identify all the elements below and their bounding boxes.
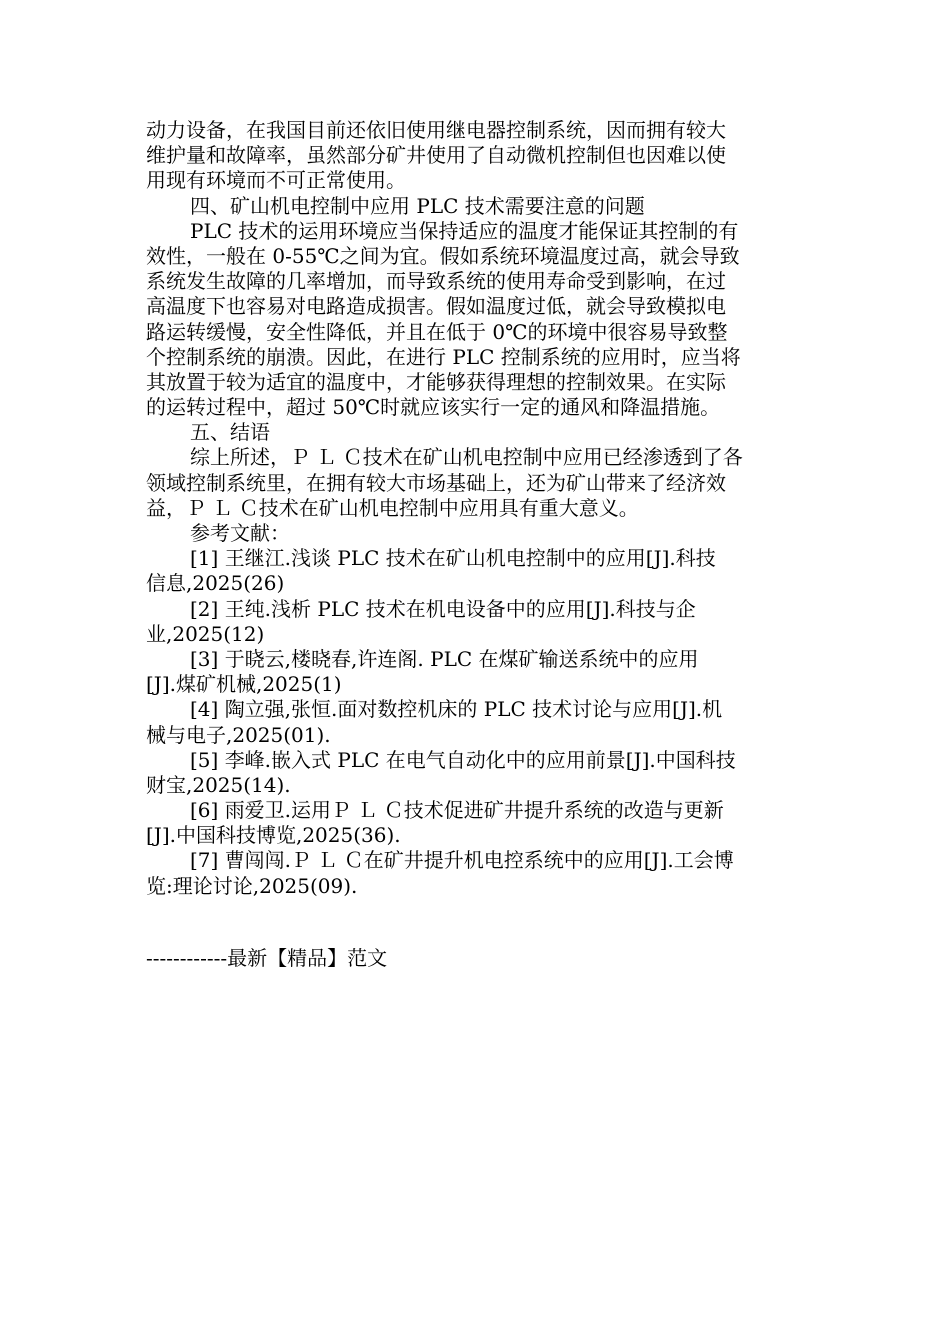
reference-line: 览:理论讨论,2025(09). — [146, 873, 358, 898]
reference-line: [7] 曹闯闯.Ｐ Ｌ Ｃ在矿井提升机电控系统中的应用[J].工会博 — [190, 848, 734, 873]
reference-line: [J].煤矿机械,2025(1) — [146, 672, 342, 697]
paragraph-line: 动力设备，在我国目前还依旧使用继电器控制系统，因而拥有较大 — [146, 118, 726, 142]
paragraph-line: 其放置于较为适宜的温度中，才能够获得理想的控制效果。在实际 — [146, 369, 726, 394]
reference-line: [2] 王纯.浅析 PLC 技术在机电设备中的应用[J].科技与企 — [190, 596, 696, 621]
reference-item — [146, 798, 806, 848]
reference-item — [146, 697, 806, 747]
paragraph-line: 维护量和故障率，虽然部分矿井使用了自动微机控制但也因难以使 — [146, 143, 726, 168]
reference-list — [146, 546, 806, 899]
section-4-heading: 四、矿山机电控制中应用 PLC 技术需要注意的问题 — [190, 193, 645, 218]
reference-line: 械与电子,2025(01). — [146, 722, 331, 747]
paragraph-line: 的运转过程中，超过 50℃时就应该实行一定的通风和降温措施。 — [146, 395, 721, 420]
reference-item — [146, 647, 806, 697]
paragraph-line: 高温度下也容易对电路造成损害。假如温度过低，就会导致模拟电 — [146, 294, 726, 319]
paragraph-line: 领域控制系统里，在拥有较大市场基础上，还为矿山带来了经济效 — [146, 470, 726, 495]
paragraph-line: 效性，一般在 0-55℃之间为宜。假如系统环境温度过高，就会导致 — [146, 243, 740, 268]
reference-line: [3] 于晓云,楼晓春,许连阁. PLC 在煤矿输送系统中的应用 — [190, 646, 699, 671]
references-heading: 参考文献： — [190, 521, 290, 545]
reference-line: [6] 雨爱卫.运用Ｐ Ｌ Ｃ技术促进矿井提升系统的改造与更新 — [190, 798, 724, 823]
reference-line: 业,2025(12) — [146, 621, 265, 646]
paragraph-line: 用现有环境而不可正常使用。 — [146, 168, 406, 193]
footer-text: ------------最新【精品】范文 — [146, 946, 388, 970]
reference-item — [146, 848, 806, 898]
paragraph-line: PLC 技术的运用环境应当保持适应的温度才能保证其控制的有 — [190, 218, 739, 243]
paragraph-line: 个控制系统的崩溃。因此，在进行 PLC 控制系统的应用时，应当将 — [146, 344, 741, 369]
paragraph-line: 综上所述，Ｐ Ｌ Ｃ技术在矿山机电控制中应用已经渗透到了各 — [190, 445, 743, 470]
reference-line: 财宝,2025(14). — [146, 772, 291, 797]
reference-line: 信息,2025(26) — [146, 571, 285, 596]
paragraph-line: 益，Ｐ Ｌ Ｃ技术在矿山机电控制中应用具有重大意义。 — [146, 495, 639, 520]
paragraph-line: 路运转缓慢，安全性降低，并且在低于 0℃的环境中很容易导致整 — [146, 319, 728, 344]
reference-item — [146, 748, 806, 798]
reference-item — [146, 597, 806, 647]
reference-line: [1] 王继江.浅谈 PLC 技术在矿山机电控制中的应用[J].科技 — [190, 546, 716, 571]
document-body — [146, 118, 806, 899]
reference-line: [4] 陶立强,张恒.面对数控机床的 PLC 技术讨论与应用[J].机 — [190, 697, 723, 722]
reference-line: [J].中国科技博览,2025(36). — [146, 823, 401, 848]
reference-item — [146, 546, 806, 596]
section-5-heading: 五、结语 — [190, 420, 270, 445]
reference-line: [5] 李峰.嵌入式 PLC 在电气自动化中的应用前景[J].中国科技 — [190, 747, 736, 772]
paragraph-line: 系统发生故障的几率增加，而导致系统的使用寿命受到影响，在过 — [146, 269, 726, 294]
